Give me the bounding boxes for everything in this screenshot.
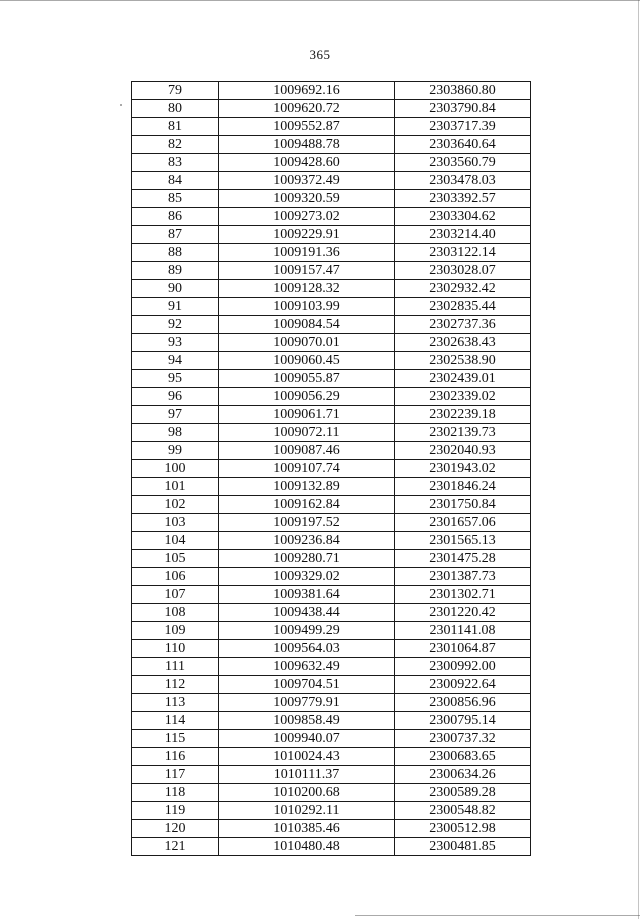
table-row bbox=[132, 694, 531, 712]
x-coordinate-cell: 1009940.07 bbox=[219, 730, 395, 748]
y-coordinate-cell: 2301750.84 bbox=[395, 496, 531, 514]
y-coordinate-cell: 2302932.42 bbox=[395, 280, 531, 298]
table-row bbox=[132, 154, 531, 172]
x-coordinate-cell: 1009157.47 bbox=[219, 262, 395, 280]
x-coordinate-cell: 1009128.32 bbox=[219, 280, 395, 298]
point-number-cell: 101 bbox=[132, 478, 219, 496]
point-number-cell: 91 bbox=[132, 298, 219, 316]
x-coordinate-cell: 1009858.49 bbox=[219, 712, 395, 730]
table-row bbox=[132, 640, 531, 658]
point-number-cell: 107 bbox=[132, 586, 219, 604]
y-coordinate-cell: 2303640.64 bbox=[395, 136, 531, 154]
point-number-cell: 81 bbox=[132, 118, 219, 136]
point-number-cell: 105 bbox=[132, 550, 219, 568]
y-coordinate-cell: 2303122.14 bbox=[395, 244, 531, 262]
y-coordinate-cell: 2302638.43 bbox=[395, 334, 531, 352]
point-number-cell: 96 bbox=[132, 388, 219, 406]
y-coordinate-cell: 2303860.80 bbox=[395, 82, 531, 100]
scan-edge-line-bottom bbox=[355, 915, 640, 916]
y-coordinate-cell: 2300795.14 bbox=[395, 712, 531, 730]
y-coordinate-cell: 2301565.13 bbox=[395, 532, 531, 550]
scan-edge-line-top bbox=[0, 0, 640, 1]
x-coordinate-cell: 1009236.84 bbox=[219, 532, 395, 550]
x-coordinate-cell: 1009704.51 bbox=[219, 676, 395, 694]
point-number-cell: 87 bbox=[132, 226, 219, 244]
table-row bbox=[132, 730, 531, 748]
x-coordinate-cell: 1009488.78 bbox=[219, 136, 395, 154]
table-row bbox=[132, 604, 531, 622]
y-coordinate-cell: 2302439.01 bbox=[395, 370, 531, 388]
scan-edge-line-right bbox=[638, 0, 639, 919]
table-row bbox=[132, 586, 531, 604]
table-row bbox=[132, 802, 531, 820]
x-coordinate-cell: 1009280.71 bbox=[219, 550, 395, 568]
x-coordinate-cell: 1009692.16 bbox=[219, 82, 395, 100]
x-coordinate-cell: 1010480.48 bbox=[219, 838, 395, 856]
point-number-cell: 116 bbox=[132, 748, 219, 766]
x-coordinate-cell: 1009191.36 bbox=[219, 244, 395, 262]
point-number-cell: 82 bbox=[132, 136, 219, 154]
table-row bbox=[132, 676, 531, 694]
y-coordinate-cell: 2300548.82 bbox=[395, 802, 531, 820]
point-number-cell: 84 bbox=[132, 172, 219, 190]
point-number-cell: 117 bbox=[132, 766, 219, 784]
y-coordinate-cell: 2300634.26 bbox=[395, 766, 531, 784]
table-row bbox=[132, 766, 531, 784]
table-row bbox=[132, 424, 531, 442]
x-coordinate-cell: 1009107.74 bbox=[219, 460, 395, 478]
y-coordinate-cell: 2302040.93 bbox=[395, 442, 531, 460]
x-coordinate-cell: 1010111.37 bbox=[219, 766, 395, 784]
table-row bbox=[132, 532, 531, 550]
x-coordinate-cell: 1010024.43 bbox=[219, 748, 395, 766]
x-coordinate-cell: 1009438.44 bbox=[219, 604, 395, 622]
y-coordinate-cell: 2303028.07 bbox=[395, 262, 531, 280]
point-number-cell: 109 bbox=[132, 622, 219, 640]
x-coordinate-cell: 1009060.45 bbox=[219, 352, 395, 370]
x-coordinate-cell: 1009372.49 bbox=[219, 172, 395, 190]
table-row bbox=[132, 568, 531, 586]
y-coordinate-cell: 2302139.73 bbox=[395, 424, 531, 442]
table-row bbox=[132, 820, 531, 838]
x-coordinate-cell: 1009381.64 bbox=[219, 586, 395, 604]
y-coordinate-cell: 2301943.02 bbox=[395, 460, 531, 478]
y-coordinate-cell: 2301846.24 bbox=[395, 478, 531, 496]
x-coordinate-cell: 1009620.72 bbox=[219, 100, 395, 118]
table-row bbox=[132, 370, 531, 388]
y-coordinate-cell: 2301657.06 bbox=[395, 514, 531, 532]
table-row bbox=[132, 298, 531, 316]
x-coordinate-cell: 1009070.01 bbox=[219, 334, 395, 352]
x-coordinate-cell: 1009428.60 bbox=[219, 154, 395, 172]
y-coordinate-cell: 2300856.96 bbox=[395, 694, 531, 712]
point-number-cell: 99 bbox=[132, 442, 219, 460]
table-row bbox=[132, 496, 531, 514]
y-coordinate-cell: 2303560.79 bbox=[395, 154, 531, 172]
point-number-cell: 121 bbox=[132, 838, 219, 856]
point-number-cell: 104 bbox=[132, 532, 219, 550]
x-coordinate-cell: 1009072.11 bbox=[219, 424, 395, 442]
y-coordinate-cell: 2303392.57 bbox=[395, 190, 531, 208]
point-number-cell: 92 bbox=[132, 316, 219, 334]
page-number: 365 bbox=[309, 47, 331, 62]
x-coordinate-cell: 1010200.68 bbox=[219, 784, 395, 802]
y-coordinate-cell: 2300922.64 bbox=[395, 676, 531, 694]
table-row bbox=[132, 748, 531, 766]
coordinates-table-body bbox=[132, 82, 531, 856]
y-coordinate-cell: 2302538.90 bbox=[395, 352, 531, 370]
x-coordinate-cell: 1009499.29 bbox=[219, 622, 395, 640]
y-coordinate-cell: 2302339.02 bbox=[395, 388, 531, 406]
y-coordinate-cell: 2301302.71 bbox=[395, 586, 531, 604]
table-row bbox=[132, 316, 531, 334]
x-coordinate-cell: 1009055.87 bbox=[219, 370, 395, 388]
y-coordinate-cell: 2301064.87 bbox=[395, 640, 531, 658]
x-coordinate-cell: 1009329.02 bbox=[219, 568, 395, 586]
y-coordinate-cell: 2302239.18 bbox=[395, 406, 531, 424]
table-row bbox=[132, 136, 531, 154]
table-row bbox=[132, 712, 531, 730]
y-coordinate-cell: 2301475.28 bbox=[395, 550, 531, 568]
table-row bbox=[132, 658, 531, 676]
x-coordinate-cell: 1009273.02 bbox=[219, 208, 395, 226]
y-coordinate-cell: 2303790.84 bbox=[395, 100, 531, 118]
table-row bbox=[132, 244, 531, 262]
x-coordinate-cell: 1009229.91 bbox=[219, 226, 395, 244]
y-coordinate-cell: 2303304.62 bbox=[395, 208, 531, 226]
point-number-cell: 79 bbox=[132, 82, 219, 100]
table-row bbox=[132, 388, 531, 406]
y-coordinate-cell: 2300737.32 bbox=[395, 730, 531, 748]
y-coordinate-cell: 2303717.39 bbox=[395, 118, 531, 136]
point-number-cell: 112 bbox=[132, 676, 219, 694]
y-coordinate-cell: 2300992.00 bbox=[395, 658, 531, 676]
point-number-cell: 90 bbox=[132, 280, 219, 298]
table-row bbox=[132, 190, 531, 208]
x-coordinate-cell: 1009061.71 bbox=[219, 406, 395, 424]
table-row bbox=[132, 514, 531, 532]
point-number-cell: 100 bbox=[132, 460, 219, 478]
x-coordinate-cell: 1010292.11 bbox=[219, 802, 395, 820]
point-number-cell: 106 bbox=[132, 568, 219, 586]
x-coordinate-cell: 1009320.59 bbox=[219, 190, 395, 208]
y-coordinate-cell: 2301141.08 bbox=[395, 622, 531, 640]
coordinates-table bbox=[131, 81, 531, 856]
point-number-cell: 102 bbox=[132, 496, 219, 514]
x-coordinate-cell: 1009056.29 bbox=[219, 388, 395, 406]
point-number-cell: 115 bbox=[132, 730, 219, 748]
point-number-cell: 83 bbox=[132, 154, 219, 172]
point-number-cell: 118 bbox=[132, 784, 219, 802]
point-number-cell: 110 bbox=[132, 640, 219, 658]
x-coordinate-cell: 1009779.91 bbox=[219, 694, 395, 712]
table-row bbox=[132, 82, 531, 100]
point-number-cell: 120 bbox=[132, 820, 219, 838]
table-row bbox=[132, 838, 531, 856]
point-number-cell: 98 bbox=[132, 424, 219, 442]
point-number-cell: 114 bbox=[132, 712, 219, 730]
point-number-cell: 80 bbox=[132, 100, 219, 118]
point-number-cell: 95 bbox=[132, 370, 219, 388]
scan-speck bbox=[120, 104, 122, 106]
y-coordinate-cell: 2300512.98 bbox=[395, 820, 531, 838]
table-row bbox=[132, 172, 531, 190]
table-row bbox=[132, 100, 531, 118]
point-number-cell: 88 bbox=[132, 244, 219, 262]
point-number-cell: 97 bbox=[132, 406, 219, 424]
x-coordinate-cell: 1009552.87 bbox=[219, 118, 395, 136]
table-row bbox=[132, 622, 531, 640]
point-number-cell: 85 bbox=[132, 190, 219, 208]
x-coordinate-cell: 1009162.84 bbox=[219, 496, 395, 514]
table-row bbox=[132, 334, 531, 352]
point-number-cell: 93 bbox=[132, 334, 219, 352]
point-number-cell: 111 bbox=[132, 658, 219, 676]
table-row bbox=[132, 262, 531, 280]
point-number-cell: 94 bbox=[132, 352, 219, 370]
x-coordinate-cell: 1009197.52 bbox=[219, 514, 395, 532]
table-row bbox=[132, 478, 531, 496]
x-coordinate-cell: 1009084.54 bbox=[219, 316, 395, 334]
y-coordinate-cell: 2300683.65 bbox=[395, 748, 531, 766]
table-row bbox=[132, 406, 531, 424]
point-number-cell: 89 bbox=[132, 262, 219, 280]
y-coordinate-cell: 2300589.28 bbox=[395, 784, 531, 802]
table-row bbox=[132, 118, 531, 136]
y-coordinate-cell: 2302835.44 bbox=[395, 298, 531, 316]
point-number-cell: 119 bbox=[132, 802, 219, 820]
y-coordinate-cell: 2301220.42 bbox=[395, 604, 531, 622]
table-row bbox=[132, 226, 531, 244]
x-coordinate-cell: 1009103.99 bbox=[219, 298, 395, 316]
x-coordinate-cell: 1010385.46 bbox=[219, 820, 395, 838]
point-number-cell: 113 bbox=[132, 694, 219, 712]
point-number-cell: 108 bbox=[132, 604, 219, 622]
table-row bbox=[132, 460, 531, 478]
x-coordinate-cell: 1009132.89 bbox=[219, 478, 395, 496]
y-coordinate-cell: 2303214.40 bbox=[395, 226, 531, 244]
table-row bbox=[132, 208, 531, 226]
y-coordinate-cell: 2303478.03 bbox=[395, 172, 531, 190]
table-row bbox=[132, 442, 531, 460]
x-coordinate-cell: 1009564.03 bbox=[219, 640, 395, 658]
x-coordinate-cell: 1009087.46 bbox=[219, 442, 395, 460]
y-coordinate-cell: 2302737.36 bbox=[395, 316, 531, 334]
table-row bbox=[132, 784, 531, 802]
table-row bbox=[132, 352, 531, 370]
table-row bbox=[132, 550, 531, 568]
point-number-cell: 103 bbox=[132, 514, 219, 532]
y-coordinate-cell: 2300481.85 bbox=[395, 838, 531, 856]
y-coordinate-cell: 2301387.73 bbox=[395, 568, 531, 586]
table-row bbox=[132, 280, 531, 298]
x-coordinate-cell: 1009632.49 bbox=[219, 658, 395, 676]
point-number-cell: 86 bbox=[132, 208, 219, 226]
